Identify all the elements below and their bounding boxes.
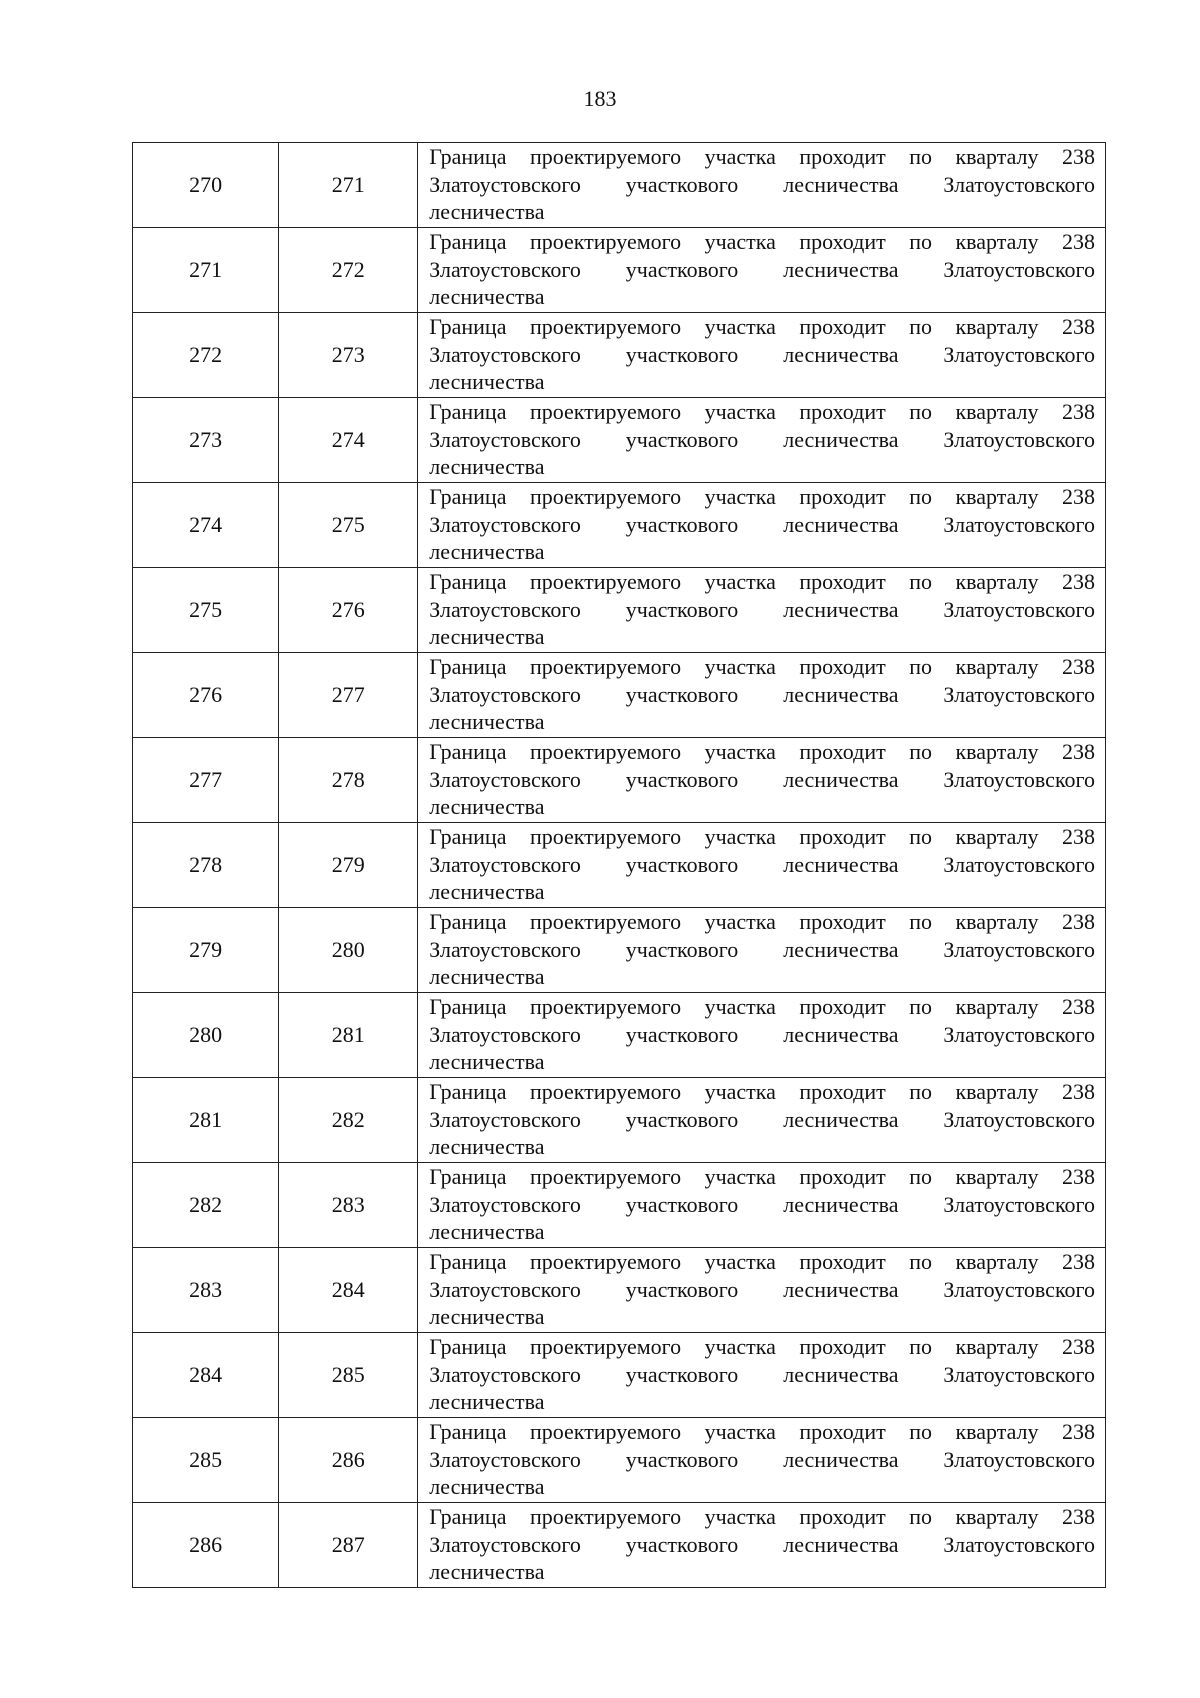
boundary-description: Граница проектируемого участка проходит по кварталу 238 Златоустовского участкового лесничества Златоустовского лесничества [429, 229, 1095, 309]
point-from-cell: 283 [133, 1248, 279, 1333]
point-from-cell: 286 [133, 1503, 279, 1588]
description-cell [418, 1503, 1106, 1588]
table-row [133, 1078, 1106, 1163]
point-to-cell: 281 [279, 993, 418, 1078]
table-row [133, 653, 1106, 738]
point-to-cell: 277 [279, 653, 418, 738]
boundary-description: Граница проектируемого участка проходит по кварталу 238 Златоустовского участкового лесничества Златоустовского лесничества [429, 824, 1095, 904]
description-cell [418, 568, 1106, 653]
boundary-description: Граница проектируемого участка проходит по кварталу 238 Златоустовского участкового лесничества Златоустовского лесничества [429, 144, 1095, 224]
point-from-cell: 272 [133, 313, 279, 398]
boundary-description: Граница проектируемого участка проходит по кварталу 238 Златоустовского участкового лесничества Златоустовского лесничества [429, 994, 1095, 1074]
point-to-cell: 273 [279, 313, 418, 398]
point-to-cell: 271 [279, 143, 418, 228]
table-row [133, 908, 1106, 993]
point-to-cell: 285 [279, 1333, 418, 1418]
point-from-cell: 275 [133, 568, 279, 653]
description-cell [418, 1333, 1106, 1418]
description-cell [418, 1418, 1106, 1503]
description-cell [418, 228, 1106, 313]
boundary-description: Граница проектируемого участка проходит по кварталу 238 Златоустовского участкового лесничества Златоустовского лесничества [429, 484, 1095, 564]
boundary-table [132, 142, 1106, 1588]
point-to-cell: 283 [279, 1163, 418, 1248]
description-cell [418, 738, 1106, 823]
point-from-cell: 274 [133, 483, 279, 568]
table-row [133, 228, 1106, 313]
description-cell [418, 483, 1106, 568]
point-from-cell: 282 [133, 1163, 279, 1248]
point-to-cell: 282 [279, 1078, 418, 1163]
point-from-cell: 276 [133, 653, 279, 738]
point-from-cell: 285 [133, 1418, 279, 1503]
point-from-cell: 280 [133, 993, 279, 1078]
table-row [133, 993, 1106, 1078]
boundary-description: Граница проектируемого участка проходит по кварталу 238 Златоустовского участкового лесничества Златоустовского лесничества [429, 739, 1095, 819]
description-cell [418, 398, 1106, 483]
point-from-cell: 284 [133, 1333, 279, 1418]
table-row [133, 1333, 1106, 1418]
point-to-cell: 274 [279, 398, 418, 483]
boundary-description: Граница проектируемого участка проходит по кварталу 238 Златоустовского участкового лесничества Златоустовского лесничества [429, 314, 1095, 394]
boundary-description: Граница проектируемого участка проходит по кварталу 238 Златоустовского участкового лесничества Златоустовского лесничества [429, 399, 1095, 479]
table-row [133, 823, 1106, 908]
description-cell [418, 653, 1106, 738]
table-body [133, 143, 1106, 1588]
point-to-cell: 286 [279, 1418, 418, 1503]
point-to-cell: 276 [279, 568, 418, 653]
description-cell [418, 1078, 1106, 1163]
boundary-description: Граница проектируемого участка проходит по кварталу 238 Златоустовского участкового лесничества Златоустовского лесничества [429, 1164, 1095, 1244]
description-cell [418, 993, 1106, 1078]
boundary-description: Граница проектируемого участка проходит по кварталу 238 Златоустовского участкового лесничества Златоустовского лесничества [429, 1249, 1095, 1329]
point-from-cell: 278 [133, 823, 279, 908]
description-cell [418, 908, 1106, 993]
point-from-cell: 281 [133, 1078, 279, 1163]
boundary-description: Граница проектируемого участка проходит по кварталу 238 Златоустовского участкового лесничества Златоустовского лесничества [429, 1334, 1095, 1414]
table-row [133, 1503, 1106, 1588]
point-to-cell: 287 [279, 1503, 418, 1588]
description-cell [418, 1163, 1106, 1248]
boundary-description: Граница проектируемого участка проходит по кварталу 238 Златоустовского участкового лесничества Златоустовского лесничества [429, 1079, 1095, 1159]
page-number: 183 [583, 86, 617, 111]
boundary-description: Граница проектируемого участка проходит по кварталу 238 Златоустовского участкового лесничества Златоустовского лесничества [429, 1504, 1095, 1584]
boundary-description: Граница проектируемого участка проходит по кварталу 238 Златоустовского участкового лесничества Златоустовского лесничества [429, 569, 1095, 649]
point-from-cell: 273 [133, 398, 279, 483]
boundary-description: Граница проектируемого участка проходит по кварталу 238 Златоустовского участкового лесничества Златоустовского лесничества [429, 1419, 1095, 1499]
table-row [133, 1248, 1106, 1333]
table-row [133, 398, 1106, 483]
description-cell [418, 143, 1106, 228]
description-cell [418, 313, 1106, 398]
table-row [133, 1418, 1106, 1503]
point-to-cell: 275 [279, 483, 418, 568]
point-to-cell: 284 [279, 1248, 418, 1333]
point-from-cell: 271 [133, 228, 279, 313]
table-row [133, 143, 1106, 228]
point-from-cell: 277 [133, 738, 279, 823]
table-row [133, 1163, 1106, 1248]
point-to-cell: 272 [279, 228, 418, 313]
point-to-cell: 279 [279, 823, 418, 908]
table-row [133, 568, 1106, 653]
table-row [133, 483, 1106, 568]
point-from-cell: 270 [133, 143, 279, 228]
table-row [133, 738, 1106, 823]
point-to-cell: 280 [279, 908, 418, 993]
boundary-description: Граница проектируемого участка проходит по кварталу 238 Златоустовского участкового лесничества Златоустовского лесничества [429, 654, 1095, 734]
table-row [133, 313, 1106, 398]
description-cell [418, 1248, 1106, 1333]
point-from-cell: 279 [133, 908, 279, 993]
description-cell [418, 823, 1106, 908]
point-to-cell: 278 [279, 738, 418, 823]
boundary-description: Граница проектируемого участка проходит по кварталу 238 Златоустовского участкового лесничества Златоустовского лесничества [429, 909, 1095, 989]
